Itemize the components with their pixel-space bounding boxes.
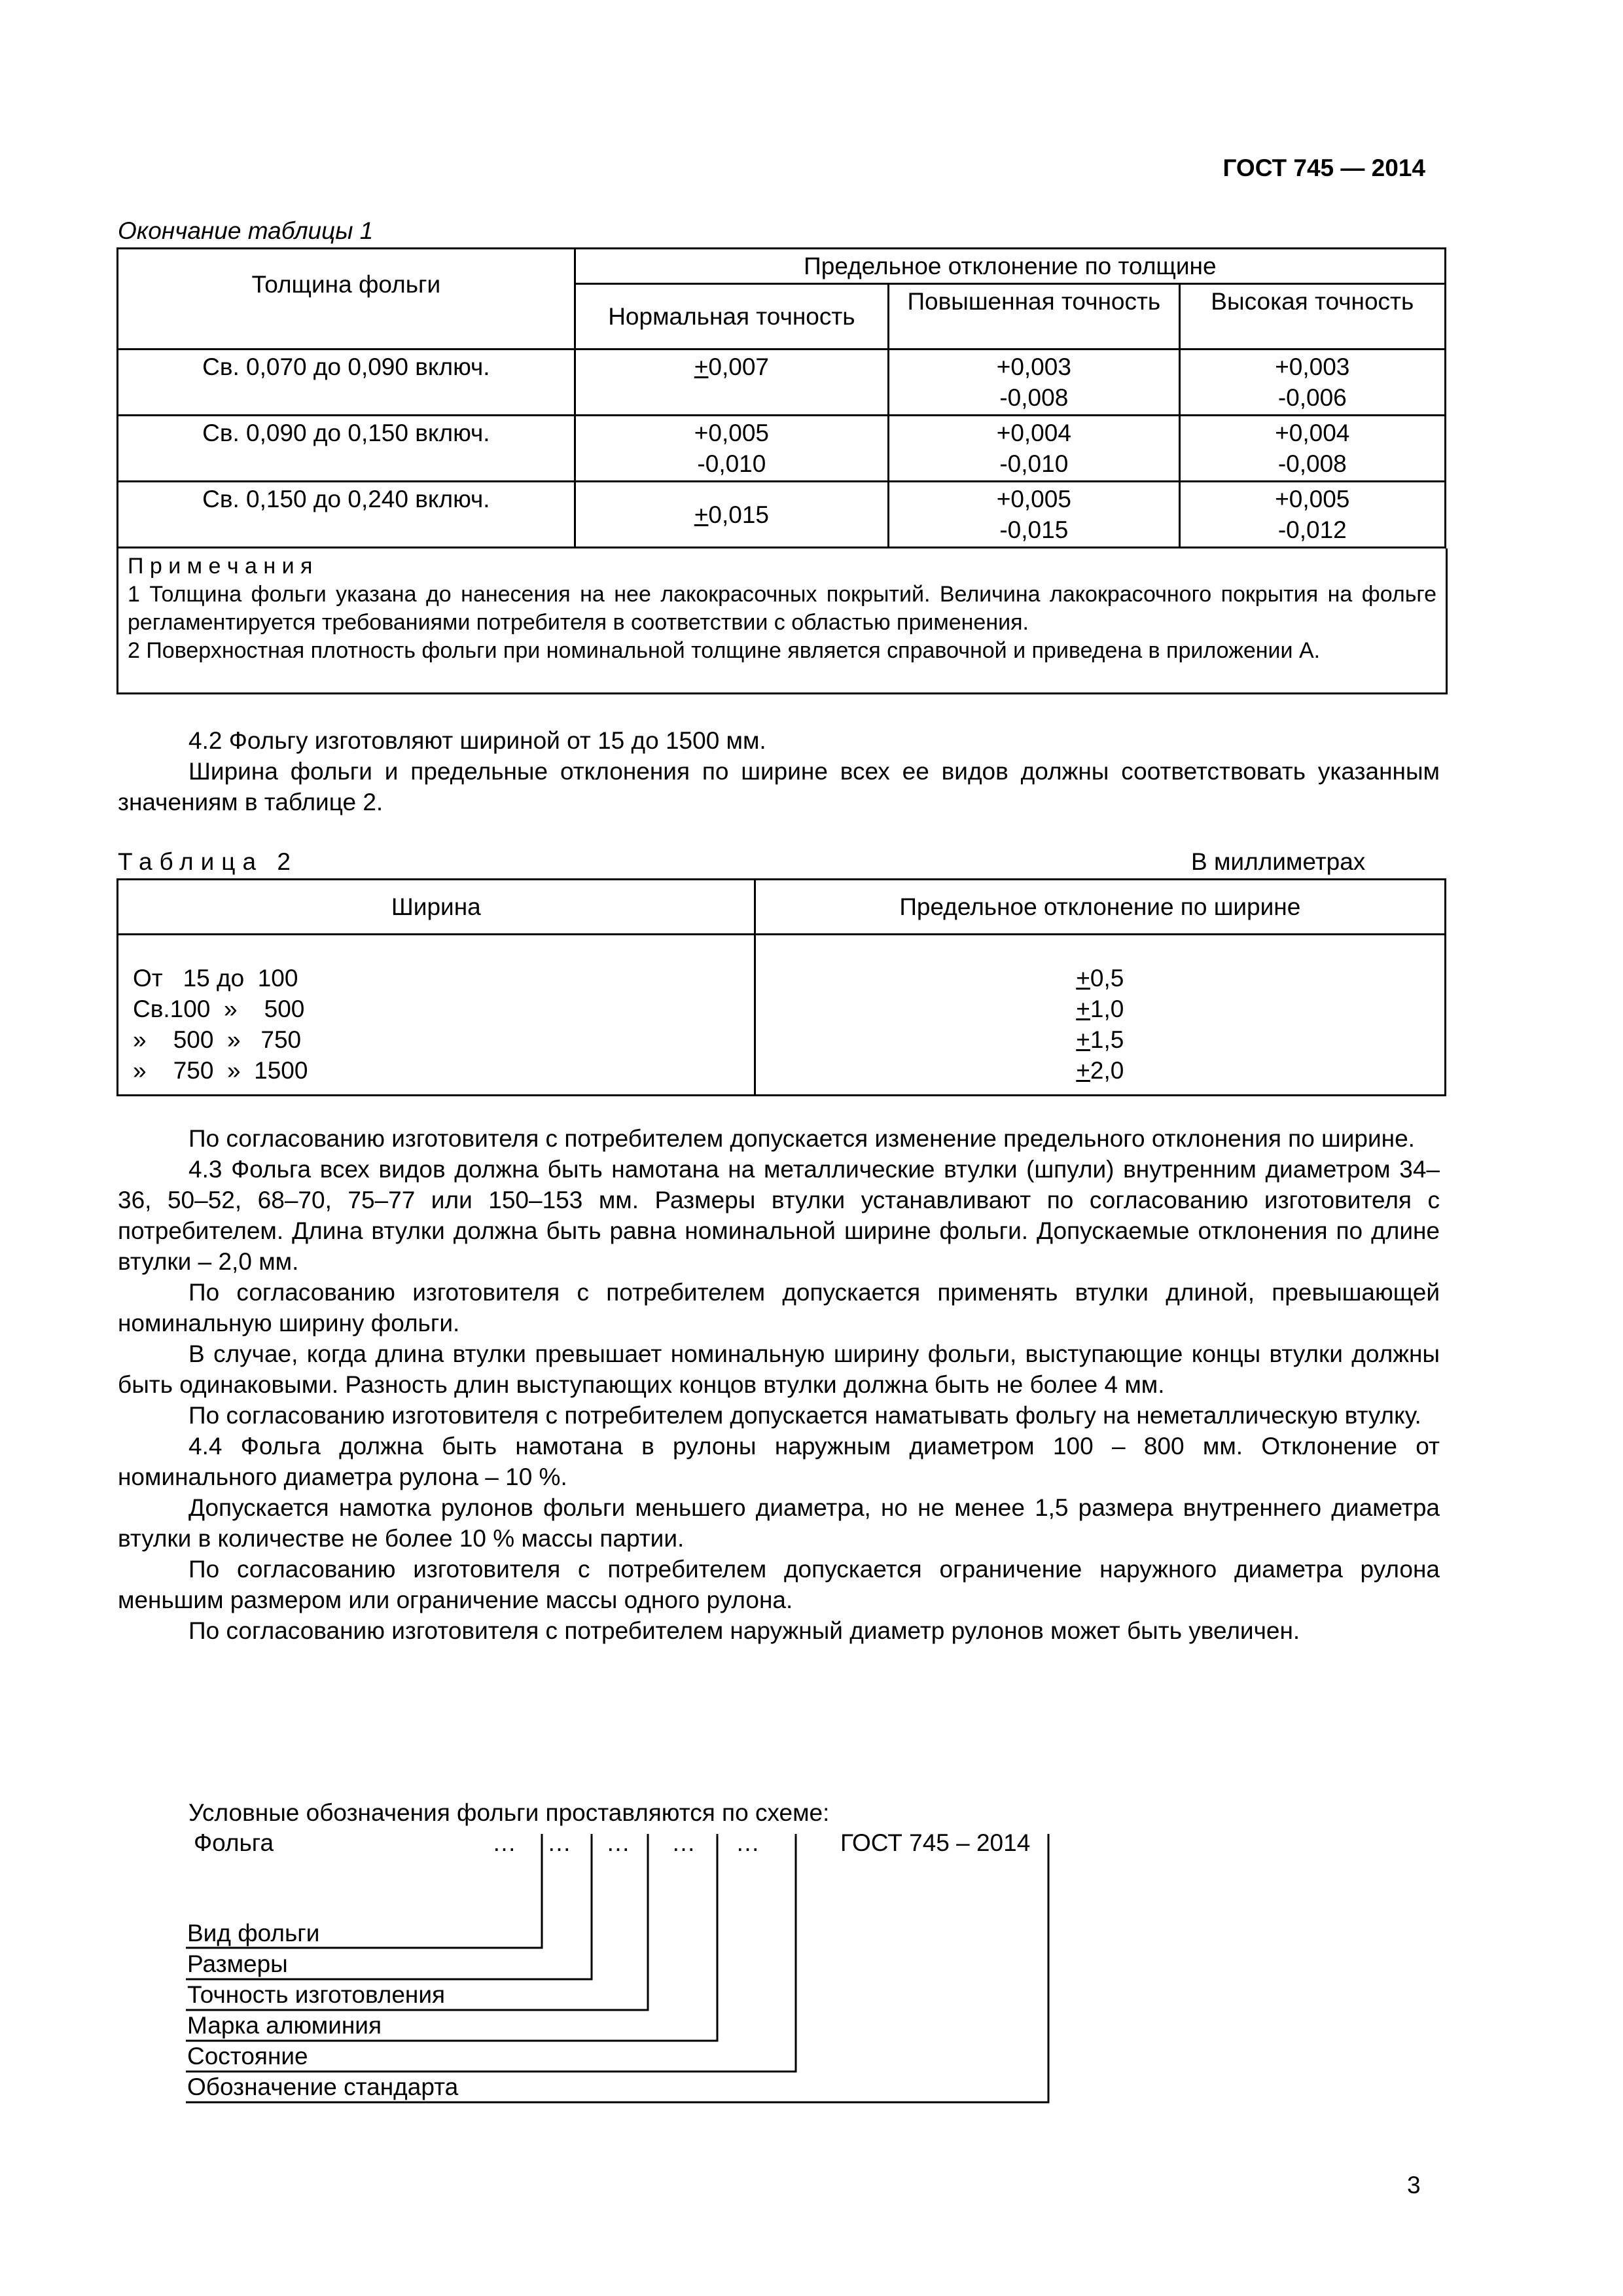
value-plus: +0,004 <box>996 420 1071 446</box>
scheme-label-alloy: Марка алюминия <box>187 2012 382 2039</box>
value-minus: -0,006 <box>1277 384 1347 411</box>
value-plus: +0,003 <box>996 353 1071 380</box>
table1-thickness: Св. 0,070 до 0,090 включ. <box>118 350 575 416</box>
list-item: » 750 » 1500 <box>133 1057 308 1084</box>
list-item: От 15 до 100 <box>133 965 298 992</box>
table2-header-deviation: Предельное отклонение по ширине <box>755 880 1445 935</box>
table1-normal: +0,007 <box>575 350 888 416</box>
list-item: +1,0 <box>1076 996 1124 1022</box>
list-item: » 500 » 750 <box>133 1026 302 1053</box>
scheme-dot: … <box>606 1829 630 1856</box>
scheme-dot: … <box>736 1829 760 1856</box>
paragraph: По согласованию изготовителя с потребителем допускается изменение предельного отклонения по ширине. <box>188 1125 1415 1152</box>
value-minus: -0,008 <box>1277 450 1347 477</box>
table1-normal: +0,015 <box>575 482 888 548</box>
scheme-label-accuracy: Точность изготовления <box>187 1981 446 2008</box>
table1-normal-value: 0,015 <box>708 501 769 528</box>
scheme-label-standard: Обозначение стандарта <box>187 2073 459 2100</box>
table2-header-width: Ширина <box>118 880 755 935</box>
table1-caption: Окончание таблицы 1 <box>118 217 374 244</box>
paragraph: В случае, когда длина втулки превышает номинальную ширину фольги, выступающие концы втулки должны быть одинаковыми. Разность длин выступающих концов втулки должна быть не более 4 мм. <box>118 1340 1440 1398</box>
scheme-standard: ГОСТ 745 – 2014 <box>840 1829 1031 1856</box>
table1-subheader-high: Высокая точность <box>1179 284 1445 350</box>
table1-normal-value: 0,007 <box>708 353 769 380</box>
value-minus: -0,012 <box>1277 516 1347 543</box>
scheme-label-size: Размеры <box>187 1950 288 1977</box>
plus-minus-sign: + <box>1076 996 1090 1022</box>
list-item: +1,5 <box>1076 1026 1124 1053</box>
scheme-dot: … <box>547 1829 571 1856</box>
document-header: ГОСТ 745 — 2014 <box>1222 154 1425 181</box>
plus-minus-sign: + <box>1076 1057 1090 1084</box>
table1-thickness: Св. 0,090 до 0,150 включ. <box>118 416 575 482</box>
paragraph: По согласованию изготовителя с потребителем допускается наматывать фольгу на неметаллическую втулку. <box>188 1402 1421 1429</box>
page-number: 3 <box>1407 2172 1421 2198</box>
paragraph: По согласованию изготовителя с потребителем допускается применять втулки длиной, превышающей номинальную ширину фольги. <box>118 1279 1440 1336</box>
paragraph: По согласованию изготовителя с потребителем наружный диаметр рулонов может быть увеличен. <box>188 1617 1300 1644</box>
table2-label-text: Таблица 2 <box>118 848 298 875</box>
value-minus: -0,015 <box>999 516 1069 543</box>
list-item: +2,0 <box>1076 1057 1124 1084</box>
value-plus: +0,005 <box>1275 486 1350 512</box>
scheme-dot: … <box>492 1829 516 1856</box>
value-plus: +0,003 <box>1275 353 1350 380</box>
value-plus: +0,005 <box>694 420 769 446</box>
list-item: +0,5 <box>1076 965 1124 992</box>
notes-title: П р и м е ч а н и я <box>128 554 313 579</box>
paragraph: По согласованию изготовителя с потребителем допускается ограничение наружного диаметра рулона меньшим размером или ограничение массы одного рулона. <box>118 1556 1440 1613</box>
value-plus: +0,004 <box>1275 420 1350 446</box>
paragraph-4-3: 4.3 Фольга всех видов должна быть намотана на металлические втулки (шпули) внутренним диаметром 34–36, 50–52, 68–70, 75–77 или 150–153 мм. Размеры втулки устанавливают по согласованию изготовителя с потребителем. Длина втулки должна быть равна номинальной ширине фольги. Допускаемые отклонения по длине втулки – 2,0 мм. <box>118 1156 1440 1275</box>
paragraph-4-2-width: Ширина фольги и предельные отклонения по ширине всех ее видов должны соответствовать указанным значениям в таблице 2. <box>118 758 1440 816</box>
list-item: Св.100 » 500 <box>133 996 305 1022</box>
table1-subheader-normal: Нормальная точность <box>575 284 888 350</box>
scheme-intro: Условные обозначения фольги проставляются по схеме: <box>188 1799 830 1826</box>
value-plus: +0,005 <box>996 486 1071 512</box>
value-minus: -0,010 <box>697 450 766 477</box>
paragraph-4-2: 4.2 Фольгу изготовляют шириной от 15 до 1500 мм. <box>188 727 766 754</box>
scheme-label-type: Вид фольги <box>187 1920 320 1946</box>
table1-thickness: Св. 0,150 до 0,240 включ. <box>118 482 575 548</box>
table2-units: В миллиметрах <box>1191 848 1366 875</box>
value-minus: -0,010 <box>999 450 1069 477</box>
note-1: 1 Толщина фольги указана до нанесения на нее лакокрасочных покрытий. Величина лакокрасочного покрытия на фольге регламентируется требованиями потребителя в соответствии с областью применения. <box>128 582 1436 635</box>
paragraph-4-4: 4.4 Фольга должна быть намотана в рулоны наружным диаметром 100 – 800 мм. Отклонение от номинального диаметра рулона – 10 %. <box>118 1433 1440 1490</box>
scheme-dot: … <box>671 1829 696 1856</box>
scheme-label-state: Состояние <box>187 2043 308 2070</box>
scheme-word: Фольга <box>194 1829 274 1856</box>
table1-col1-header: Толщина фольги <box>118 249 575 350</box>
plus-minus-sign: + <box>1076 1026 1090 1053</box>
value-minus: -0,008 <box>999 384 1069 411</box>
plus-minus-sign: + <box>1076 965 1090 992</box>
table1-subheader-increased: Повышенная точность <box>889 284 1180 350</box>
paragraph: Допускается намотка рулонов фольги меньшего диаметра, но не менее 1,5 размера внутреннего диаметра втулки в количестве не более 10 % массы партии. <box>118 1494 1440 1552</box>
table1-group-header: Предельное отклонение по толщине <box>575 249 1445 284</box>
note-2: 2 Поверхностная плотность фольги при номинальной толщине является справочной и приведена в приложении А. <box>128 638 1321 663</box>
